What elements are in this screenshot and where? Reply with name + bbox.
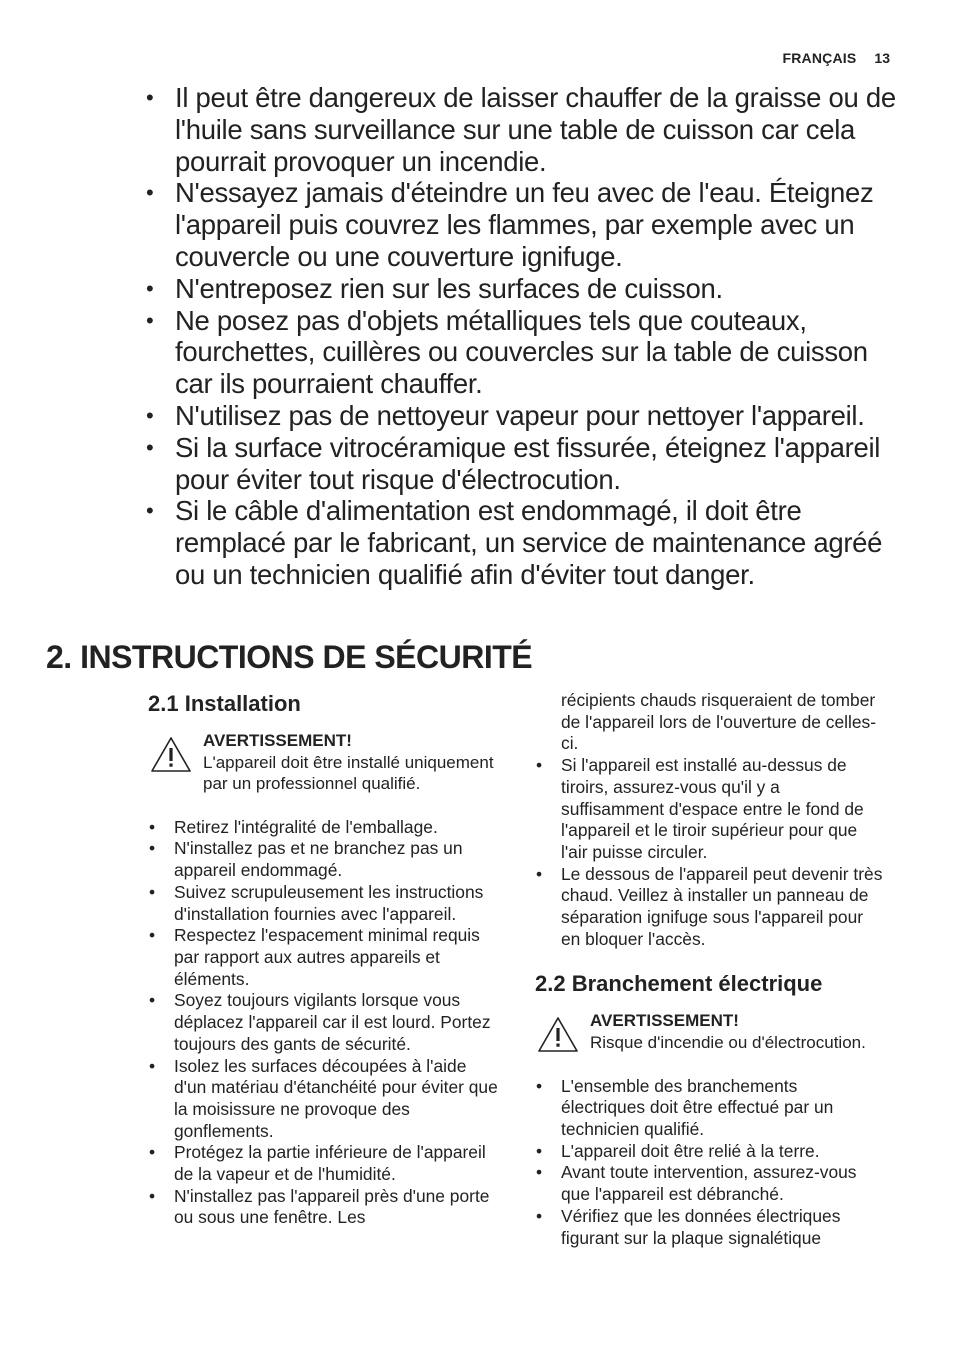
subsection-number: 2.2: [535, 971, 566, 997]
list-item: • Avant toute intervention, assurez-vous que l'appareil est débranché.: [535, 1162, 885, 1205]
list-item: • Le dessous de l'appareil peut devenir très chaud. Veillez à installer un panneau de séparation ignifuge sous l'appareil pour en bloquer l'accès.: [535, 864, 885, 951]
subsection-number: 2.1: [148, 691, 179, 716]
list-item: • Si le câble d'alimentation est endommagé, il doit être remplacé par le fabricant, un service de maintenance agréé ou un technicien qualifié afin d'éviter tout danger.: [146, 495, 906, 590]
list-item: • Vérifiez que les données électriques figurant sur la plaque signalétique: [535, 1206, 885, 1249]
list-item: • N'entreposez rien sur les surfaces de cuisson.: [146, 273, 906, 305]
warning-icon: [537, 1016, 579, 1054]
list-item-continuation: récipients chauds risqueraient de tomber de l'appareil lors de l'ouverture de celles-ci.: [561, 690, 877, 754]
electrical-list: [535, 1076, 885, 1250]
list-item: • Soyez toujours vigilants lorsque vous déplacez l'appareil car il est lourd. Portez toujours des gants de sécurité.: [148, 990, 498, 1055]
list-item: • N'utilisez pas de nettoyeur vapeur pour nettoyer l'appareil.: [146, 400, 906, 432]
warning-text: L'appareil doit être installé uniquement par un professionnel qualifié.: [203, 752, 494, 794]
list-item: • N'installez pas l'appareil près d'une porte ou sous une fenêtre. Les: [148, 1186, 498, 1229]
right-column: [535, 690, 885, 1249]
section-heading: [46, 638, 532, 676]
warning-title: AVERTISSEMENT!: [590, 1011, 739, 1031]
electrical-warning: [535, 1010, 885, 1053]
warning-icon: [150, 736, 192, 774]
list-item: • N'essayez jamais d'éteindre un feu avec de l'eau. Éteignez l'appareil puis couvrez les flammes, par exemple avec un couvercle ou une couverture ignifuge.: [146, 177, 906, 272]
list-item: • Ne posez pas d'objets métalliques tels que couteaux, fourchettes, cuillères ou couvercles sur la table de cuisson car ils pourraient chauffer.: [146, 305, 906, 400]
list-item: • L'appareil doit être relié à la terre.: [535, 1141, 885, 1163]
page-number: 13: [874, 50, 890, 66]
list-item: • Il peut être dangereux de laisser chauffer de la graisse ou de l'huile sans surveillance sur une table de cuisson car cela pourrait provoquer un incendie.: [146, 82, 906, 177]
list-item: • Protégez la partie inférieure de l'appareil de la vapeur et de l'humidité.: [148, 1142, 498, 1185]
list-item: • Respectez l'espacement minimal requis par rapport aux autres appareils et éléments.: [148, 925, 498, 990]
list-item: • Isolez les surfaces découpées à l'aide d'un matériau d'étanchéité pour éviter que la moisissure ne provoque des gonflements.: [148, 1056, 498, 1143]
page-header: [782, 50, 890, 66]
section-title: INSTRUCTIONS DE SÉCURITÉ: [80, 639, 533, 675]
subsection-title: Branchement électrique: [571, 971, 823, 997]
warning-text: Risque d'incendie ou d'électrocution.: [590, 1033, 866, 1053]
general-safety-list: [146, 82, 906, 591]
list-item: • Retirez l'intégralité de l'emballage.: [148, 817, 498, 839]
list-item: • N'installez pas et ne branchez pas un appareil endommagé.: [148, 838, 498, 881]
electrical-heading: [535, 970, 885, 998]
installation-warning: [148, 730, 498, 795]
subsection-title: Installation: [184, 691, 301, 716]
warning-title: AVERTISSEMENT!: [203, 731, 352, 750]
left-column: [148, 690, 498, 1229]
list-item: • Si la surface vitrocéramique est fissurée, éteignez l'appareil pour éviter tout risque d'électrocution.: [146, 432, 906, 496]
installation-list-continued: [535, 755, 885, 950]
list-item: • Suivez scrupuleusement les instructions d'installation fournies avec l'appareil.: [148, 882, 498, 925]
language-label: FRANÇAIS: [782, 50, 857, 66]
installation-heading: [148, 690, 498, 718]
list-item: • Si l'appareil est installé au-dessus de tiroirs, assurez-vous qu'il y a suffisamment d'espace entre le fond de l'appareil et le tiroir supérieur pour que l'air puisse circuler.: [535, 755, 885, 864]
installation-list: [148, 817, 498, 1229]
list-item: • L'ensemble des branchements électriques doit être effectué par un technicien qualifié.: [535, 1076, 885, 1141]
section-number: 2.: [46, 639, 72, 675]
